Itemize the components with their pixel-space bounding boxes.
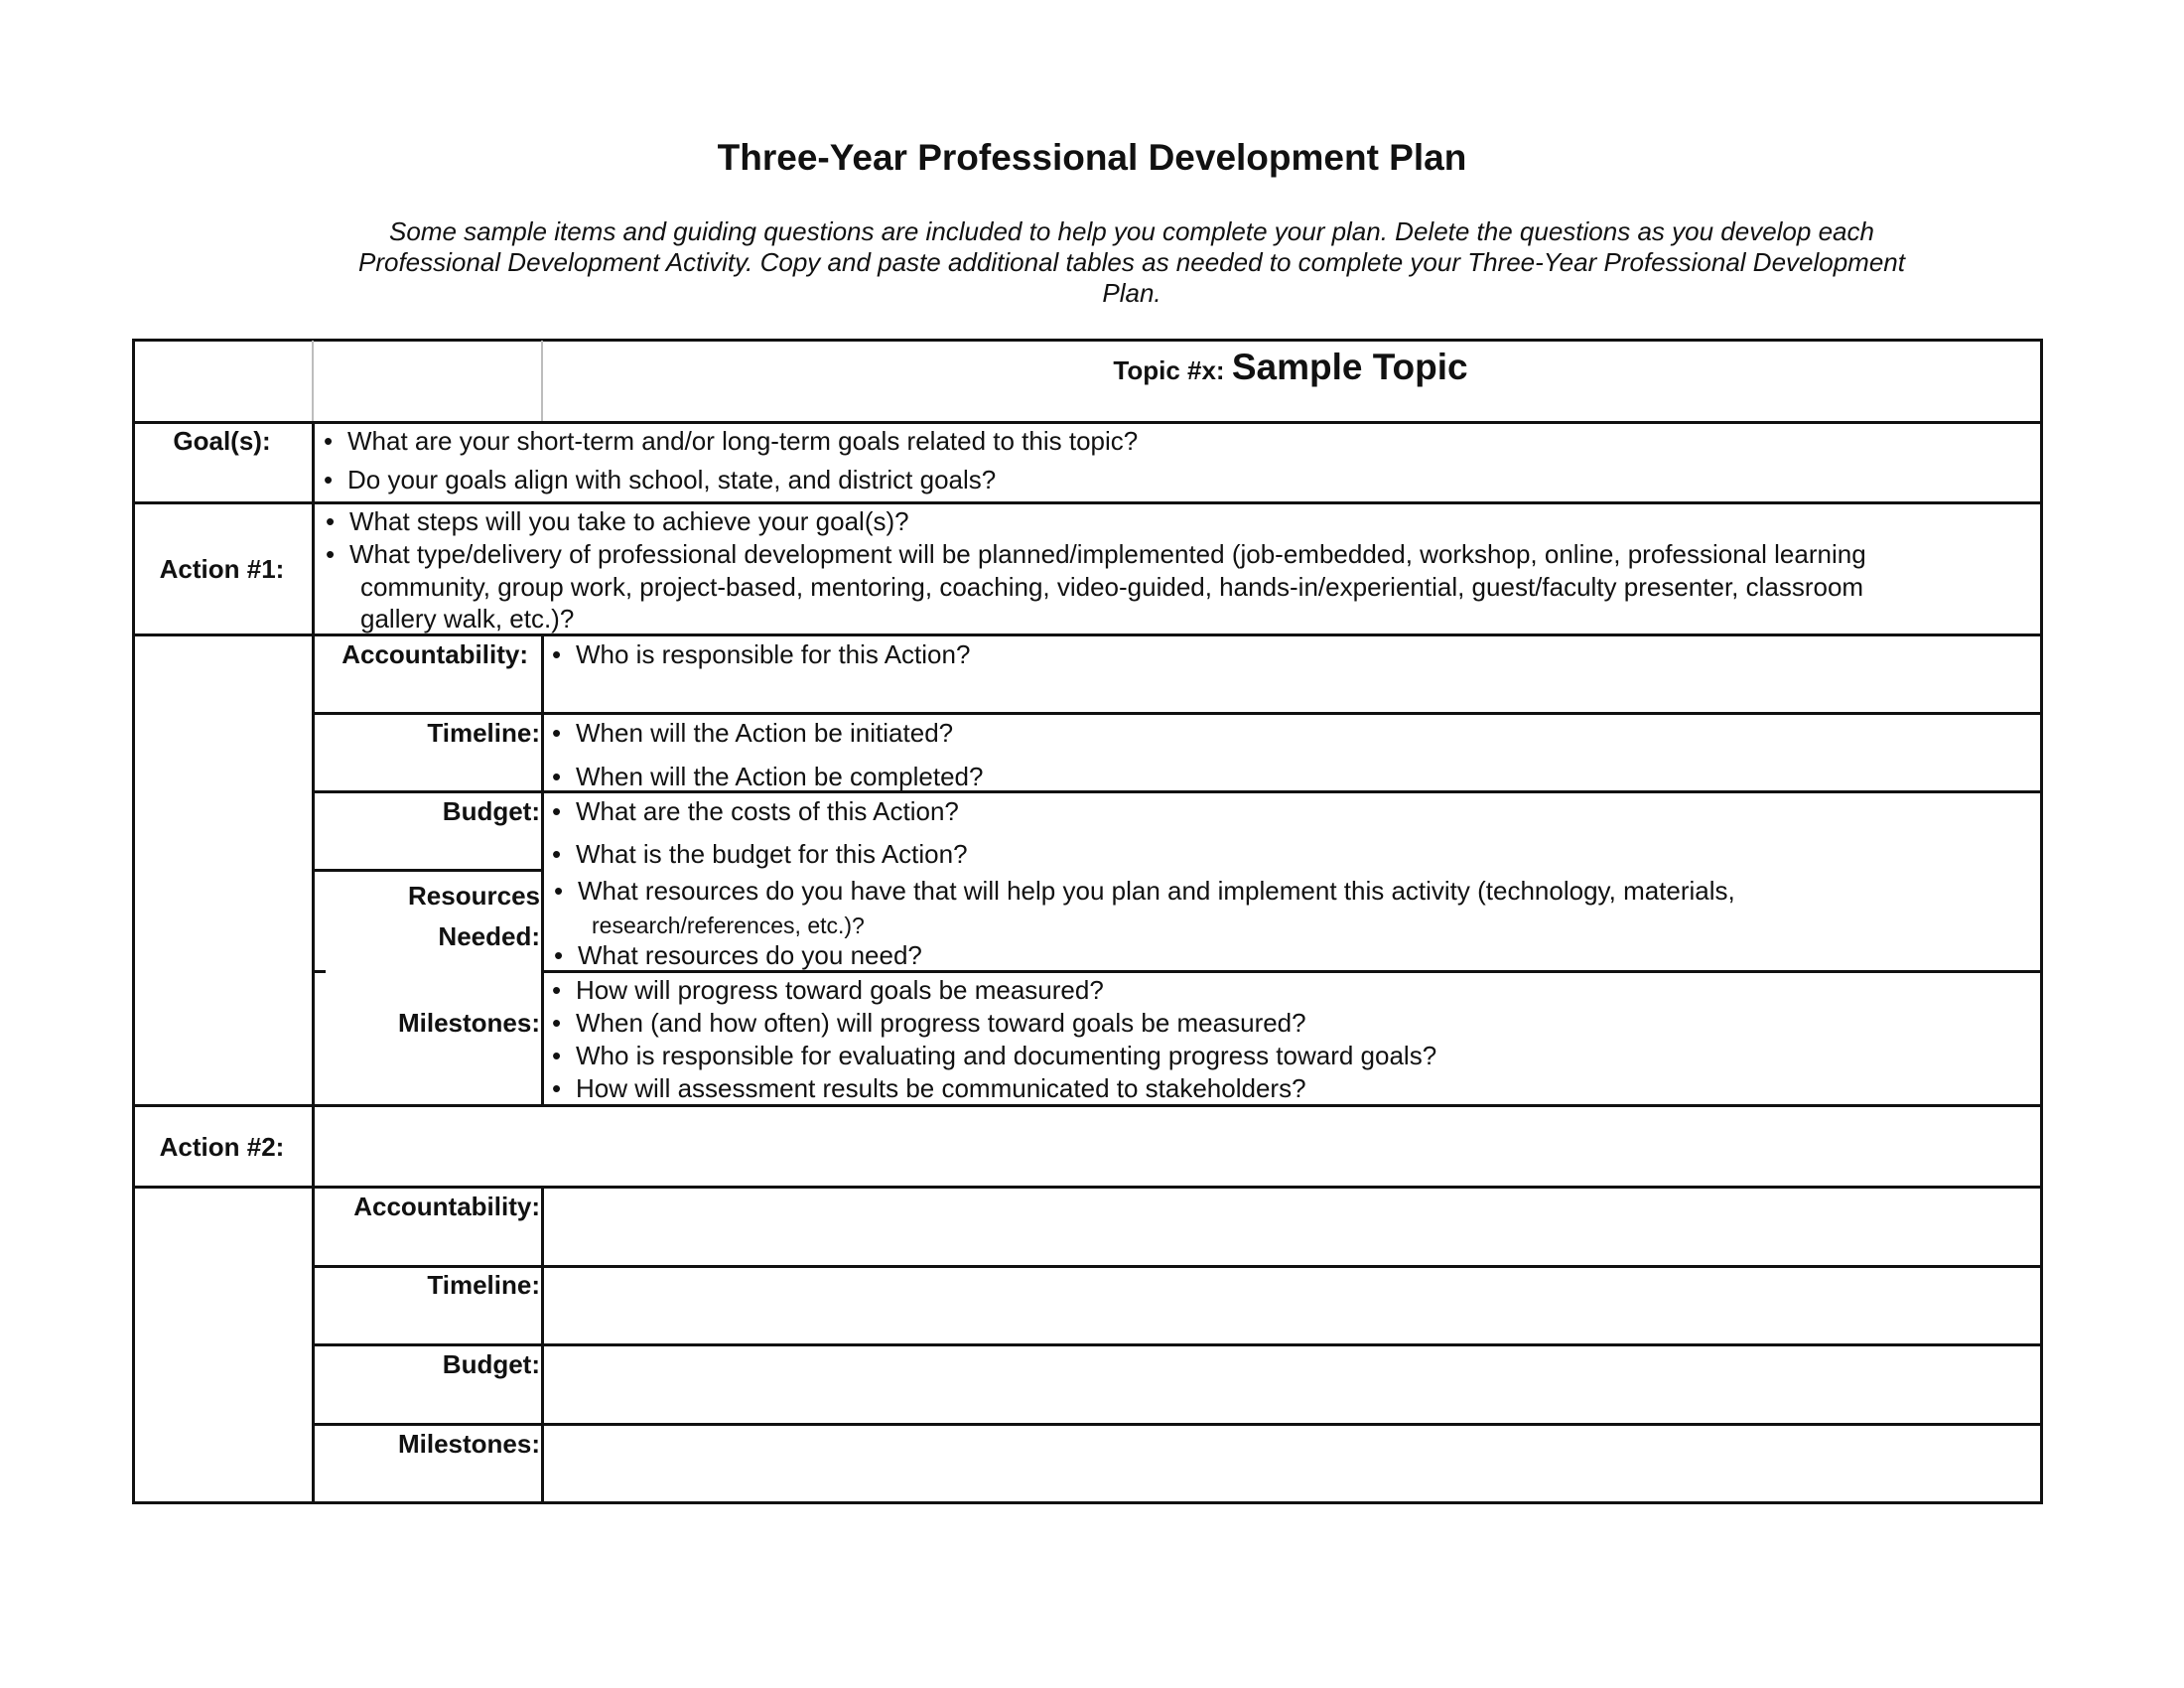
goals-item[interactable]: • What are your short-term and/or long-term goals related to this topic? [324,426,1139,456]
accountability-item[interactable]: • Who is responsible for this Action? [552,639,971,669]
row-divider [312,712,2042,715]
bullet-icon: • [552,762,562,791]
intro-line: Plan. [1102,278,1161,308]
action2-timeline-label: Timeline: [427,1270,540,1300]
resources-item[interactable]: • What resources do you need? [554,940,922,970]
row-divider [132,1104,2043,1107]
row-divider [132,1186,2043,1189]
milestones-item[interactable]: • How will progress toward goals be measured? [552,975,1104,1005]
resources-item-continuation: research/references, etc.)? [592,913,865,938]
bullet-icon: • [554,940,564,970]
table-border-bottom [132,1501,2043,1504]
budget-label: Budget: [442,796,540,826]
topic-label: Topic #x: [1113,355,1225,385]
bullet-icon: • [326,506,336,536]
action1-item-continuation: community, group work, project-based, mentoring, coaching, video-guided, hands-in/experiential, guest/faculty presenter, classroom [360,572,1864,602]
row-divider [132,633,2043,636]
row-divider [312,869,541,872]
table-border-left [132,339,135,1504]
topic-value[interactable]: Sample Topic [1231,347,1468,387]
milestones-item[interactable]: • How will assessment results be communicated to stakeholders? [552,1073,1306,1103]
bullet-icon: • [554,876,564,906]
bullet-icon: • [552,718,562,748]
header-divider [312,341,314,422]
action1-item-continuation: gallery walk, etc.)? [360,604,575,633]
bullet-icon: • [326,539,336,569]
page-title: Three-Year Professional Development Plan [717,137,1467,178]
action1-item[interactable]: • What steps will you take to achieve your goal(s)? [326,506,909,536]
action1-label: Action #1: [159,554,285,584]
row-divider [132,421,2043,424]
bullet-icon: • [552,1041,562,1070]
row-divider [312,1343,2042,1346]
milestones-label: Milestones: [397,1008,540,1038]
action2-accountability-value[interactable] [552,1192,2031,1259]
bullet-icon: • [552,1008,562,1038]
intro-line: Professional Development Activity. Copy and paste additional tables as needed to complete your Three-Year Professional Development [358,247,1905,277]
action2-milestones-value[interactable] [552,1429,2031,1496]
table-border-top [132,339,2043,342]
goals-item[interactable]: • Do your goals align with school, state, and district goals? [324,465,997,494]
milestones-item[interactable]: • When (and how often) will progress toward goals be measured? [552,1008,1306,1038]
tick-mark [312,970,326,973]
resources-item[interactable]: • What resources do you have that will help you plan and implement this activity (technology, materials, [554,876,1735,906]
bullet-icon: • [552,975,562,1005]
row-divider [312,1265,2042,1268]
action2-value[interactable] [324,1112,2031,1180]
bullet-icon: • [552,796,562,826]
row-divider [132,501,2043,504]
budget-item[interactable]: • What is the budget for this Action? [552,839,968,869]
goals-label: Goal(s): [173,426,271,456]
action2-timeline-value[interactable] [552,1270,2031,1337]
budget-item[interactable]: • What are the costs of this Action? [552,796,959,826]
action2-milestones-label: Milestones: [397,1429,540,1459]
col-divider [312,421,315,1503]
row-divider [541,970,2042,973]
bullet-icon: • [324,465,334,494]
milestones-item[interactable]: • Who is responsible for evaluating and documenting progress toward goals? [552,1041,1437,1070]
resources-label-line: Resources [408,881,540,911]
bullet-icon: • [552,1073,562,1103]
action2-budget-value[interactable] [552,1349,2031,1417]
resources-label [312,876,540,957]
intro-text [288,216,1976,309]
accountability-label: Accountability: [341,639,528,669]
timeline-item[interactable]: • When will the Action be initiated? [552,718,954,748]
bullet-icon: • [552,639,562,669]
col-divider [541,633,544,1107]
action2-label: Action #2: [159,1132,285,1162]
row-divider [312,1423,2042,1426]
topic-heading [541,346,2040,392]
timeline-label: Timeline: [427,718,540,748]
table-border-right [2040,339,2043,1504]
action1-item[interactable]: • What type/delivery of professional development will be planned/implemented (job-embedded, workshop, online, professional learning [326,539,1866,569]
intro-line: Some sample items and guiding questions are included to help you complete your plan. Delete the questions as you develop each [389,216,1874,246]
action2-accountability-label: Accountability: [353,1192,540,1221]
bullet-icon: • [552,839,562,869]
col-divider [541,1186,544,1503]
bullet-icon: • [324,426,334,456]
resources-label-line: Needed: [438,921,540,951]
action2-budget-label: Budget: [442,1349,540,1379]
timeline-item[interactable]: • When will the Action be completed? [552,762,984,791]
